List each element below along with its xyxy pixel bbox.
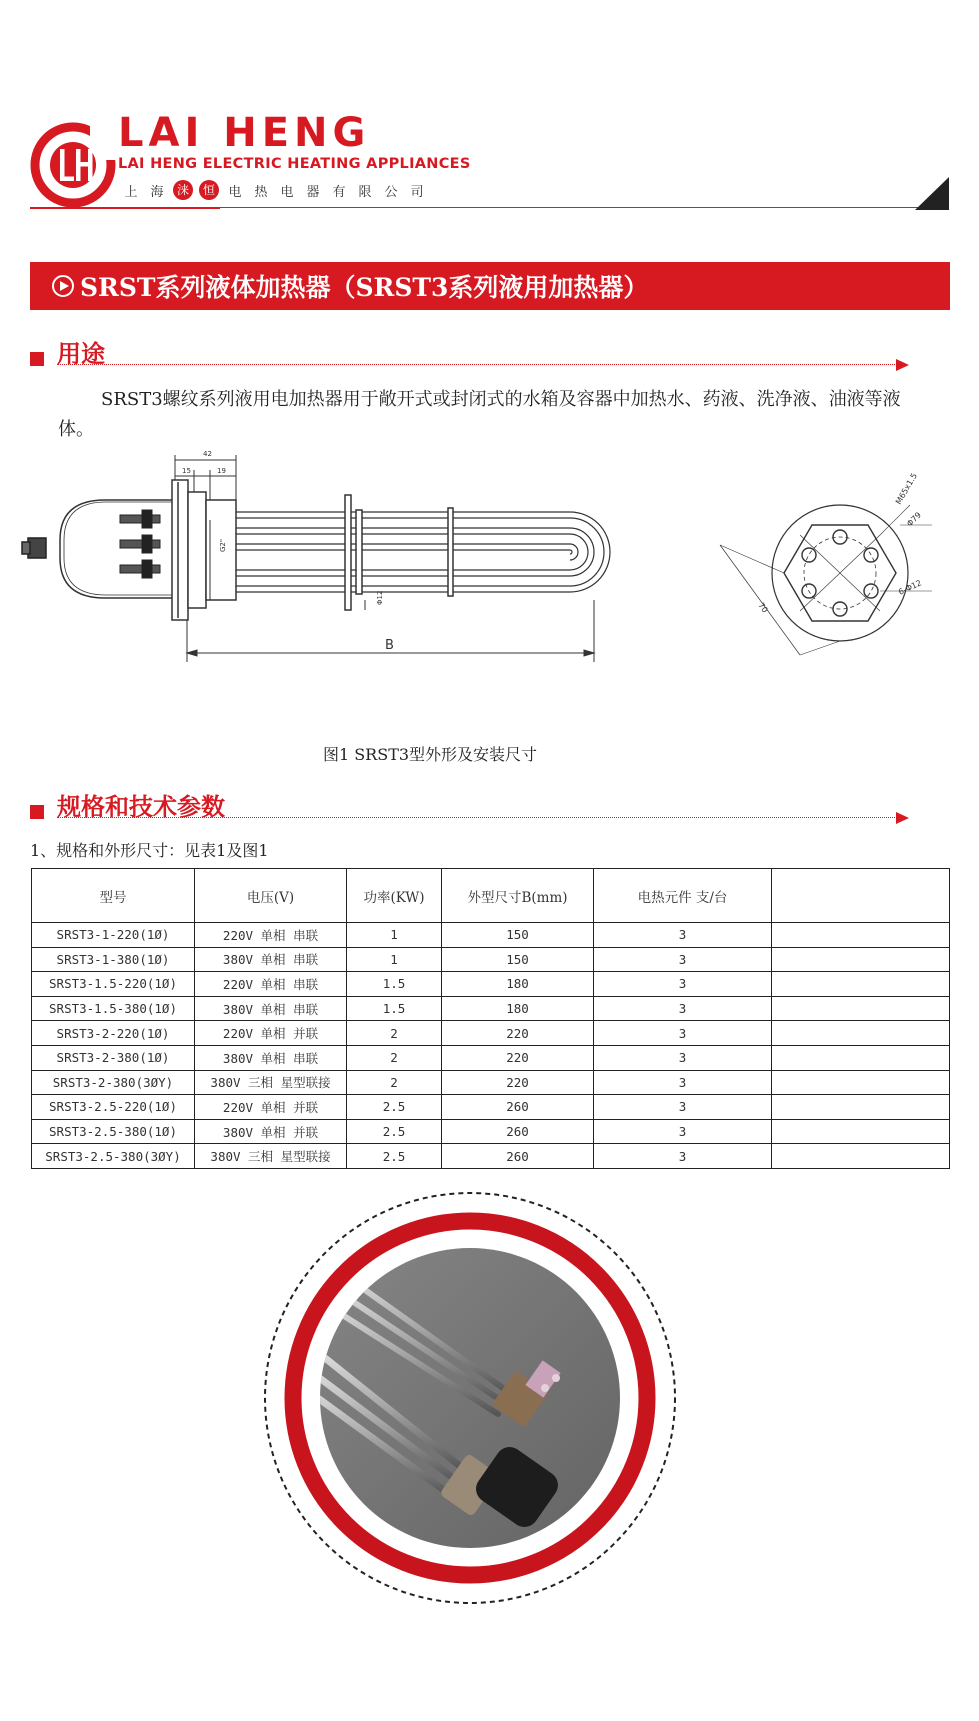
table-row [32, 1119, 950, 1144]
figure-caption: 图1 SRST3型外形及安装尺寸 [322, 745, 538, 764]
table-cell: 3 [594, 972, 772, 997]
title-banner [30, 262, 950, 310]
table-cell: SRST3-1.5-220(1Ø) [32, 972, 195, 997]
table-cell: 220 [442, 1045, 594, 1070]
section-title: 规格和技术参数 [57, 792, 225, 821]
table-cell: 2.5 [347, 1095, 442, 1120]
table-cell: 3 [594, 996, 772, 1021]
table-cell: 3 [594, 947, 772, 972]
section-marker-icon [30, 352, 44, 366]
dimension-b [187, 600, 594, 662]
table-cell: 380V 三相 星型联接 [195, 1144, 347, 1169]
dim-label-70: 70 [756, 600, 770, 615]
dotted-divider [57, 817, 897, 818]
table-cell [772, 947, 950, 972]
table-row [32, 1095, 950, 1120]
dim-label-thread: M65x1.5 [893, 471, 920, 506]
table-cell: 220V 单相 并联 [195, 1095, 347, 1120]
table-cell [772, 1070, 950, 1095]
column-header: 功率(KW) [347, 869, 442, 923]
table-row [32, 1045, 950, 1070]
table-cell [772, 996, 950, 1021]
table-row [32, 972, 950, 997]
table-cell: SRST3-2.5-380(1Ø) [32, 1119, 195, 1144]
table-cell: 260 [442, 1119, 594, 1144]
table-row [32, 1021, 950, 1046]
brand-name: LAI HENG [118, 110, 371, 156]
table-cell [772, 1119, 950, 1144]
table-cell [772, 1095, 950, 1120]
dotted-divider [57, 364, 897, 365]
arrow-right-icon [896, 812, 909, 824]
company-char: 器 [306, 184, 320, 200]
table-row [32, 947, 950, 972]
page-title: SRST系列液体加热器（SRST3系列液用加热器） [80, 273, 649, 302]
table-cell: 150 [442, 947, 594, 972]
table-cell: SRST3-1-380(1Ø) [32, 947, 195, 972]
brand-subtitle: LAI HENG ELECTRIC HEATING APPLIANCES [118, 156, 471, 172]
dim-label-b: B [385, 638, 394, 653]
table-cell: 3 [594, 1021, 772, 1046]
column-header: 外型尺寸B(mm) [442, 869, 594, 923]
table-header-row [32, 869, 950, 923]
table-cell: 180 [442, 972, 594, 997]
company-name-cn [118, 180, 430, 200]
column-header: 电热元件 支/台 [594, 869, 772, 923]
table-row [32, 1144, 950, 1169]
company-char: 司 [410, 184, 424, 200]
table-cell: 380V 单相 并联 [195, 1119, 347, 1144]
section-marker-icon [30, 805, 44, 819]
company-char: 限 [358, 184, 372, 200]
table-cell [772, 972, 950, 997]
table-cell: 380V 单相 串联 [195, 1045, 347, 1070]
table-row [32, 996, 950, 1021]
dim-label-19: 19 [217, 467, 226, 475]
table-cell: 1 [347, 923, 442, 948]
terminal-studs [120, 510, 160, 578]
table-cell: 1 [347, 947, 442, 972]
table-cell: 3 [594, 1070, 772, 1095]
table-cell [772, 1021, 950, 1046]
table-cell: 2 [347, 1045, 442, 1070]
table-cell: 1.5 [347, 996, 442, 1021]
table-cell: SRST3-2-220(1Ø) [32, 1021, 195, 1046]
table-cell: 3 [594, 1119, 772, 1144]
table-cell: 220 [442, 1070, 594, 1095]
table-row [32, 1070, 950, 1095]
column-header: 电压(V) [195, 869, 347, 923]
product-photo [260, 1188, 680, 1608]
table-cell: 180 [442, 996, 594, 1021]
dim-label-g: G2" [219, 538, 227, 552]
table-cell: SRST3-2.5-380(3ØY) [32, 1144, 195, 1169]
section-heading-usage [30, 336, 910, 366]
dim-label-phi12: Φ12 [376, 590, 384, 605]
company-char: 公 [384, 184, 398, 200]
company-char: 有 [332, 184, 346, 200]
table-cell [772, 923, 950, 948]
company-char: 海 [150, 184, 164, 200]
heater-outline-drawing [20, 440, 660, 740]
table-cell: 3 [594, 1144, 772, 1169]
table-cell: 2 [347, 1070, 442, 1095]
dim-label-phi79: Φ79 [905, 510, 924, 529]
table-row [32, 923, 950, 948]
table-cell: 380V 三相 星型联接 [195, 1070, 347, 1095]
flange-end-view-drawing [700, 465, 960, 695]
table-cell: 2.5 [347, 1144, 442, 1169]
table-cell: 150 [442, 923, 594, 948]
column-header [772, 869, 950, 923]
table-cell: 380V 单相 串联 [195, 947, 347, 972]
heating-tubes [236, 512, 610, 592]
table-cell: 2 [347, 1021, 442, 1046]
company-char: 热 [254, 184, 268, 200]
company-char: 电 [228, 184, 242, 200]
section-heading-specs [30, 789, 910, 819]
table-cell: 3 [594, 1045, 772, 1070]
dim-label-42: 42 [203, 450, 212, 458]
table-cell: 1.5 [347, 972, 442, 997]
column-header: 型号 [32, 869, 195, 923]
section-title: 用途 [57, 339, 105, 368]
table-cell: SRST3-2.5-220(1Ø) [32, 1095, 195, 1120]
table-cell: 3 [594, 1095, 772, 1120]
usage-paragraph: SRST3螺纹系列液用电加热器用于敞开式或封闭式的水箱及容器中加热水、药液、洗净液、油液等液体。 [58, 389, 901, 440]
arrow-right-icon [896, 359, 909, 371]
table-cell [772, 1045, 950, 1070]
table-cell: 220V 单相 串联 [195, 972, 347, 997]
dim-label-holes: 6-Φ12 [897, 578, 924, 597]
laiheng-logo-icon [30, 122, 116, 208]
table-cell: 260 [442, 1144, 594, 1169]
table-cell: 220V 单相 串联 [195, 923, 347, 948]
company-char: 上 [124, 184, 138, 200]
company-char: 电 [280, 184, 294, 200]
table-cell: 260 [442, 1095, 594, 1120]
table-cell: SRST3-1-220(1Ø) [32, 923, 195, 948]
company-char-highlight: 涞 [173, 180, 193, 200]
table-cell: 380V 单相 串联 [195, 996, 347, 1021]
play-circle-icon [52, 275, 74, 297]
brand-logo-block [30, 110, 471, 210]
table-cell: SRST3-2-380(1Ø) [32, 1045, 195, 1070]
header-divider-accent [30, 207, 220, 209]
table-cell: SRST3-1.5-380(1Ø) [32, 996, 195, 1021]
corner-triangle-icon [915, 177, 949, 210]
spec-intro-line: 1、规格和外形尺寸：见表1及图1 [30, 841, 269, 860]
table-cell: 220 [442, 1021, 594, 1046]
dim-label-15: 15 [182, 467, 191, 475]
table-cell [772, 1144, 950, 1169]
table-cell: 2.5 [347, 1119, 442, 1144]
table-cell: SRST3-2-380(3ØY) [32, 1070, 195, 1095]
company-char-highlight: 恒 [199, 180, 219, 200]
table-cell: 3 [594, 923, 772, 948]
header-divider [220, 207, 948, 208]
table-cell: 220V 单相 并联 [195, 1021, 347, 1046]
spec-table [31, 868, 950, 1169]
